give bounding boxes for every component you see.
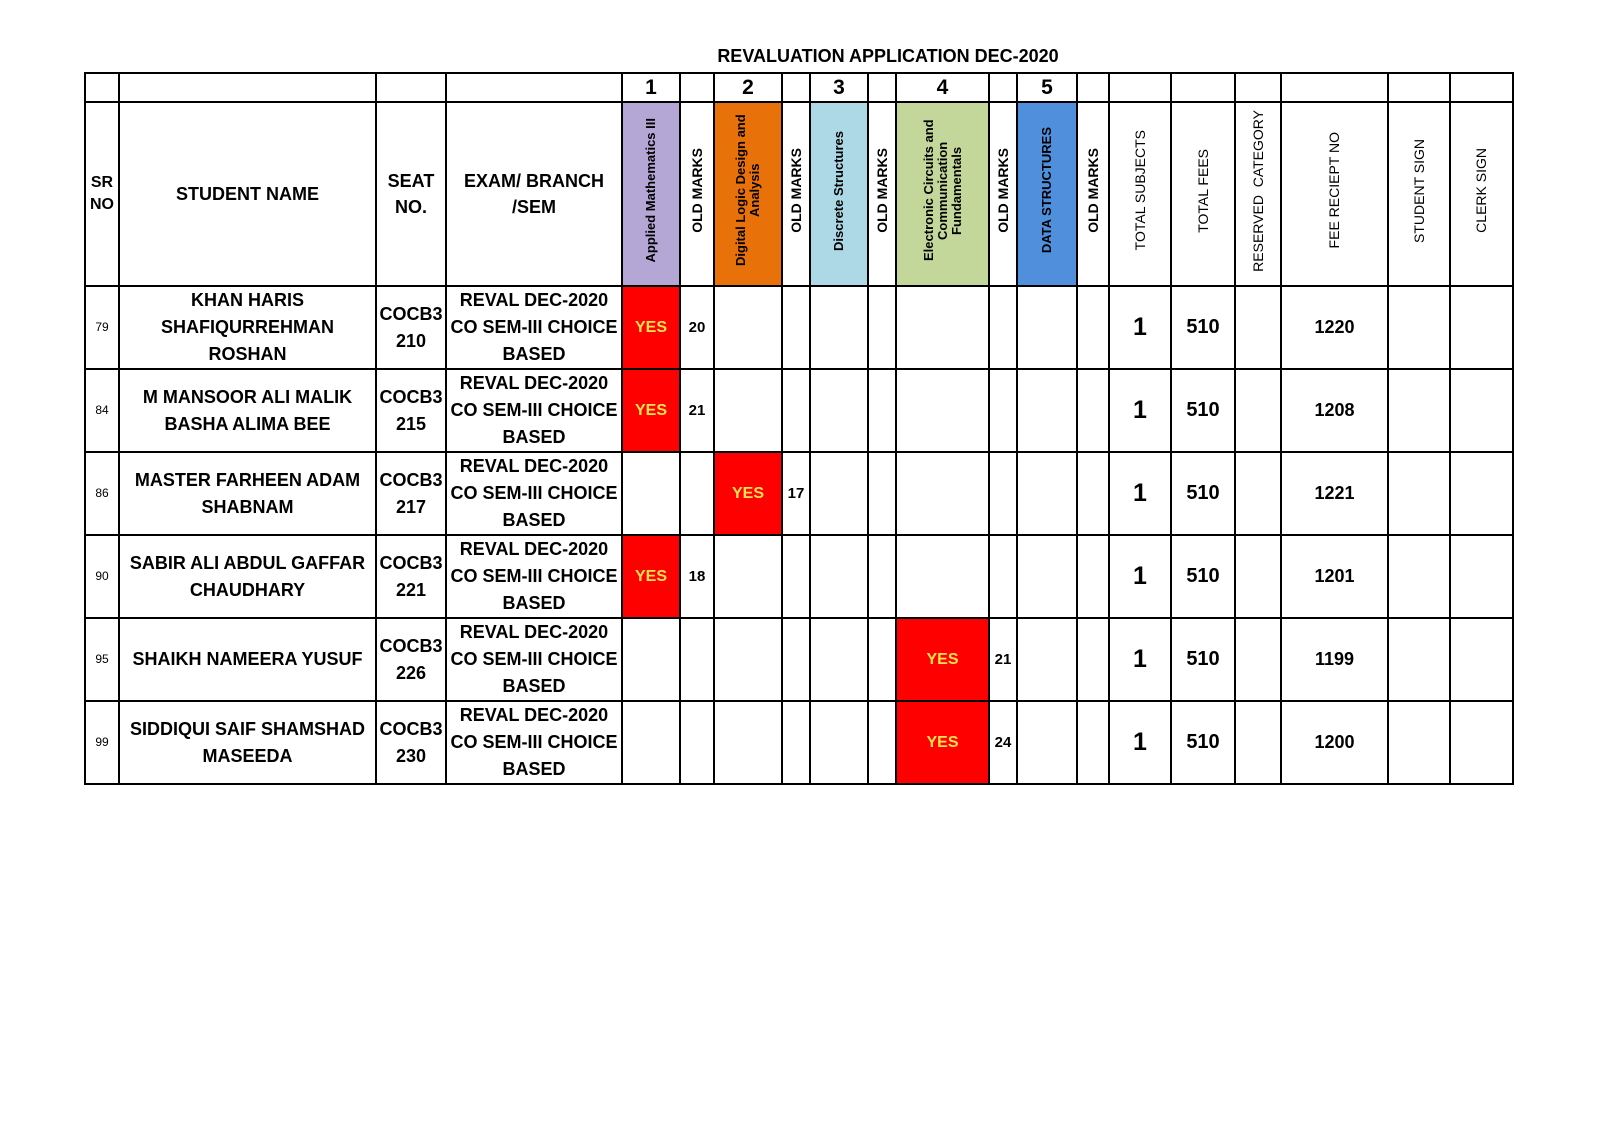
table-row [85, 452, 1513, 535]
old-marks-3-cell [868, 618, 896, 701]
student-sign-cell [1388, 535, 1450, 618]
subject-5-cell [1017, 452, 1077, 535]
old-marks-4-cell: 21 [989, 618, 1017, 701]
sr-no-cell: 99 [85, 701, 119, 784]
reserved-category-cell [1235, 701, 1281, 784]
clerk-sign-label: CLERK SIGN [1473, 148, 1489, 233]
student-sign-cell [1388, 369, 1450, 452]
old-marks-1-cell: 18 [680, 535, 714, 618]
header-sr-no: SR NO [85, 102, 119, 286]
total-fees-cell: 510 [1171, 535, 1235, 618]
exam-cell: REVAL DEC-2020 CO SEM-III CHOICE BASED [446, 452, 622, 535]
subject-2-cell [714, 369, 782, 452]
subject-name-4: Electronic Circuits and Communication Fundamentals [920, 119, 964, 262]
student-name-cell: MASTER FARHEEN ADAM SHABNAM [119, 452, 376, 535]
old-marks-3-cell [868, 535, 896, 618]
old-marks-1-cell [680, 618, 714, 701]
fee-receipt-cell: 1221 [1281, 452, 1388, 535]
header-old-marks-1 [680, 102, 714, 286]
revaluation-table [84, 72, 1514, 785]
subject-3-cell [810, 286, 868, 369]
fee-receipt-cell: 1200 [1281, 701, 1388, 784]
old-marks-1-cell: 21 [680, 369, 714, 452]
sr-no-cell: 90 [85, 535, 119, 618]
fee-receipt-cell: 1199 [1281, 618, 1388, 701]
table-row [85, 535, 1513, 618]
header-total-fees [1171, 102, 1235, 286]
subject-name-5: DATA STRUCTURES [1039, 127, 1054, 254]
empty-cell [782, 73, 810, 102]
sr-no-cell: 79 [85, 286, 119, 369]
empty-cell [1077, 73, 1109, 102]
header-student-sign [1388, 102, 1450, 286]
old-marks-1-cell [680, 701, 714, 784]
sr-no-cell: 95 [85, 618, 119, 701]
seat-no-cell: COCB3 215 [376, 369, 446, 452]
seat-no-cell: COCB3 210 [376, 286, 446, 369]
exam-cell: REVAL DEC-2020 CO SEM-III CHOICE BASED [446, 286, 622, 369]
subject-3-cell [810, 369, 868, 452]
subject-4-cell: YES [896, 701, 989, 784]
sr-no-cell: 86 [85, 452, 119, 535]
subject-header-2 [714, 102, 782, 286]
subject-4-cell [896, 286, 989, 369]
subject-4-cell: YES [896, 618, 989, 701]
total-fees-cell: 510 [1171, 286, 1235, 369]
empty-cell [119, 73, 376, 102]
table-row [85, 286, 1513, 369]
old-marks-label: OLD MARKS [787, 148, 804, 233]
old-marks-4-cell [989, 286, 1017, 369]
table-row [85, 618, 1513, 701]
old-marks-3-cell [868, 701, 896, 784]
old-marks-4-cell: 24 [989, 701, 1017, 784]
exam-cell: REVAL DEC-2020 CO SEM-III CHOICE BASED [446, 701, 622, 784]
old-marks-4-cell [989, 369, 1017, 452]
header-old-marks-5 [1077, 102, 1109, 286]
header-old-marks-2 [782, 102, 810, 286]
header-exam-branch-sem: EXAM/ BRANCH /SEM [446, 102, 622, 286]
subject-3-cell [810, 452, 868, 535]
old-marks-5-cell [1077, 535, 1109, 618]
subject-3-cell [810, 618, 868, 701]
clerk-sign-cell [1450, 286, 1513, 369]
document-title [0, 46, 1600, 67]
old-marks-5-cell [1077, 701, 1109, 784]
student-sign-cell [1388, 618, 1450, 701]
subject-1-cell: YES [622, 286, 680, 369]
total-subjects-cell: 1 [1109, 535, 1171, 618]
header-student-name: STUDENT NAME [119, 102, 376, 286]
total-subjects-cell: 1 [1109, 701, 1171, 784]
empty-cell [680, 73, 714, 102]
old-marks-label: OLD MARKS [994, 148, 1011, 233]
old-marks-4-cell [989, 452, 1017, 535]
table-row [85, 701, 1513, 784]
student-name-cell: KHAN HARIS SHAFIQURREHMAN ROSHAN [119, 286, 376, 369]
seat-no-cell: COCB3 217 [376, 452, 446, 535]
subject-4-cell [896, 369, 989, 452]
header-seat-no: SEAT NO. [376, 102, 446, 286]
clerk-sign-cell [1450, 369, 1513, 452]
header-total-subjects [1109, 102, 1171, 286]
header-clerk-sign [1450, 102, 1513, 286]
subject-number-2: 2 [714, 73, 782, 102]
subject-header-3 [810, 102, 868, 286]
student-name-cell: SHAIKH NAMEERA YUSUF [119, 618, 376, 701]
subject-name-3: Discrete Structures [831, 130, 846, 251]
subject-header-4 [896, 102, 989, 286]
empty-cell [1388, 73, 1450, 102]
student-name-cell: SABIR ALI ABDUL GAFFAR CHAUDHARY [119, 535, 376, 618]
subject-number-3: 3 [810, 73, 868, 102]
old-marks-2-cell [782, 369, 810, 452]
total-subjects-cell: 1 [1109, 618, 1171, 701]
clerk-sign-cell [1450, 535, 1513, 618]
subject-number-row [85, 73, 1513, 102]
subject-name-2: Digital Logic Design and Analysis [733, 114, 762, 267]
exam-cell: REVAL DEC-2020 CO SEM-III CHOICE BASED [446, 369, 622, 452]
subject-header-5 [1017, 102, 1077, 286]
reserved-category-cell [1235, 535, 1281, 618]
total-fees-cell: 510 [1171, 452, 1235, 535]
table-row [85, 369, 1513, 452]
subject-1-cell [622, 701, 680, 784]
old-marks-3-cell [868, 369, 896, 452]
subject-2-cell [714, 618, 782, 701]
reserved-category-label: RESERVED CATEGORY [1249, 109, 1266, 272]
subject-2-cell [714, 286, 782, 369]
subject-number-5: 5 [1017, 73, 1077, 102]
header-old-marks-4 [989, 102, 1017, 286]
subject-1-cell [622, 618, 680, 701]
clerk-sign-cell [1450, 701, 1513, 784]
empty-cell [1171, 73, 1235, 102]
empty-cell [1235, 73, 1281, 102]
subject-header-1 [622, 102, 680, 286]
header-row [85, 102, 1513, 286]
student-sign-cell [1388, 452, 1450, 535]
total-fees-cell: 510 [1171, 618, 1235, 701]
old-marks-5-cell [1077, 369, 1109, 452]
reserved-category-cell [1235, 618, 1281, 701]
fee-receipt-cell: 1201 [1281, 535, 1388, 618]
subject-5-cell [1017, 535, 1077, 618]
clerk-sign-cell [1450, 618, 1513, 701]
subject-2-cell: YES [714, 452, 782, 535]
reserved-category-cell [1235, 286, 1281, 369]
total-fees-cell: 510 [1171, 369, 1235, 452]
subject-4-cell [896, 535, 989, 618]
old-marks-1-cell: 20 [680, 286, 714, 369]
empty-cell [1281, 73, 1388, 102]
subject-5-cell [1017, 701, 1077, 784]
header-fee-receipt-no [1281, 102, 1388, 286]
student-name-cell: M MANSOOR ALI MALIK BASHA ALIMA BEE [119, 369, 376, 452]
subject-1-cell: YES [622, 535, 680, 618]
seat-no-cell: COCB3 226 [376, 618, 446, 701]
total-fees-label: TOTAL FEES [1194, 148, 1211, 233]
subject-number-1: 1 [622, 73, 680, 102]
header-reserved-category [1235, 102, 1281, 286]
subject-3-cell [810, 701, 868, 784]
student-sign-cell [1388, 701, 1450, 784]
subject-2-cell [714, 535, 782, 618]
seat-no-cell: COCB3 230 [376, 701, 446, 784]
old-marks-5-cell [1077, 286, 1109, 369]
reserved-category-cell [1235, 369, 1281, 452]
total-subjects-cell: 1 [1109, 452, 1171, 535]
empty-cell [989, 73, 1017, 102]
old-marks-2-cell [782, 286, 810, 369]
old-marks-2-cell [782, 701, 810, 784]
header-old-marks-3 [868, 102, 896, 286]
old-marks-2-cell: 17 [782, 452, 810, 535]
empty-cell [446, 73, 622, 102]
seat-no-cell: COCB3 221 [376, 535, 446, 618]
old-marks-label: OLD MARKS [1084, 148, 1101, 233]
subject-3-cell [810, 535, 868, 618]
old-marks-label: OLD MARKS [688, 148, 705, 233]
empty-cell [1450, 73, 1513, 102]
fee-receipt-cell: 1220 [1281, 286, 1388, 369]
old-marks-label: OLD MARKS [873, 148, 890, 233]
old-marks-4-cell [989, 535, 1017, 618]
empty-cell [1109, 73, 1171, 102]
subject-name-1: Applied Mathematics III [643, 118, 658, 263]
subject-number-4: 4 [896, 73, 989, 102]
subject-5-cell [1017, 369, 1077, 452]
subject-5-cell [1017, 618, 1077, 701]
subject-2-cell [714, 701, 782, 784]
old-marks-2-cell [782, 535, 810, 618]
student-sign-cell [1388, 286, 1450, 369]
total-subjects-cell: 1 [1109, 369, 1171, 452]
subject-5-cell [1017, 286, 1077, 369]
subject-1-cell: YES [622, 369, 680, 452]
sr-no-cell: 84 [85, 369, 119, 452]
old-marks-3-cell [868, 286, 896, 369]
exam-cell: REVAL DEC-2020 CO SEM-III CHOICE BASED [446, 618, 622, 701]
reserved-category-cell [1235, 452, 1281, 535]
subject-1-cell [622, 452, 680, 535]
old-marks-2-cell [782, 618, 810, 701]
student-name-cell: SIDDIQUI SAIF SHAMSHAD MASEEDA [119, 701, 376, 784]
fee-receipt-cell: 1208 [1281, 369, 1388, 452]
empty-cell [85, 73, 119, 102]
exam-cell: REVAL DEC-2020 CO SEM-III CHOICE BASED [446, 535, 622, 618]
total-subjects-label: TOTAL SUBJECTS [1131, 130, 1148, 251]
title-text: REVALUATION APPLICATION DEC-2020 [717, 46, 1059, 66]
empty-cell [376, 73, 446, 102]
total-subjects-cell: 1 [1109, 286, 1171, 369]
old-marks-5-cell [1077, 452, 1109, 535]
old-marks-3-cell [868, 452, 896, 535]
clerk-sign-cell [1450, 452, 1513, 535]
old-marks-1-cell [680, 452, 714, 535]
old-marks-5-cell [1077, 618, 1109, 701]
subject-4-cell [896, 452, 989, 535]
student-sign-label: STUDENT SIGN [1410, 138, 1427, 243]
total-fees-cell: 510 [1171, 701, 1235, 784]
empty-cell [868, 73, 896, 102]
fee-receipt-label: FEE RECIEPT NO [1326, 132, 1342, 249]
